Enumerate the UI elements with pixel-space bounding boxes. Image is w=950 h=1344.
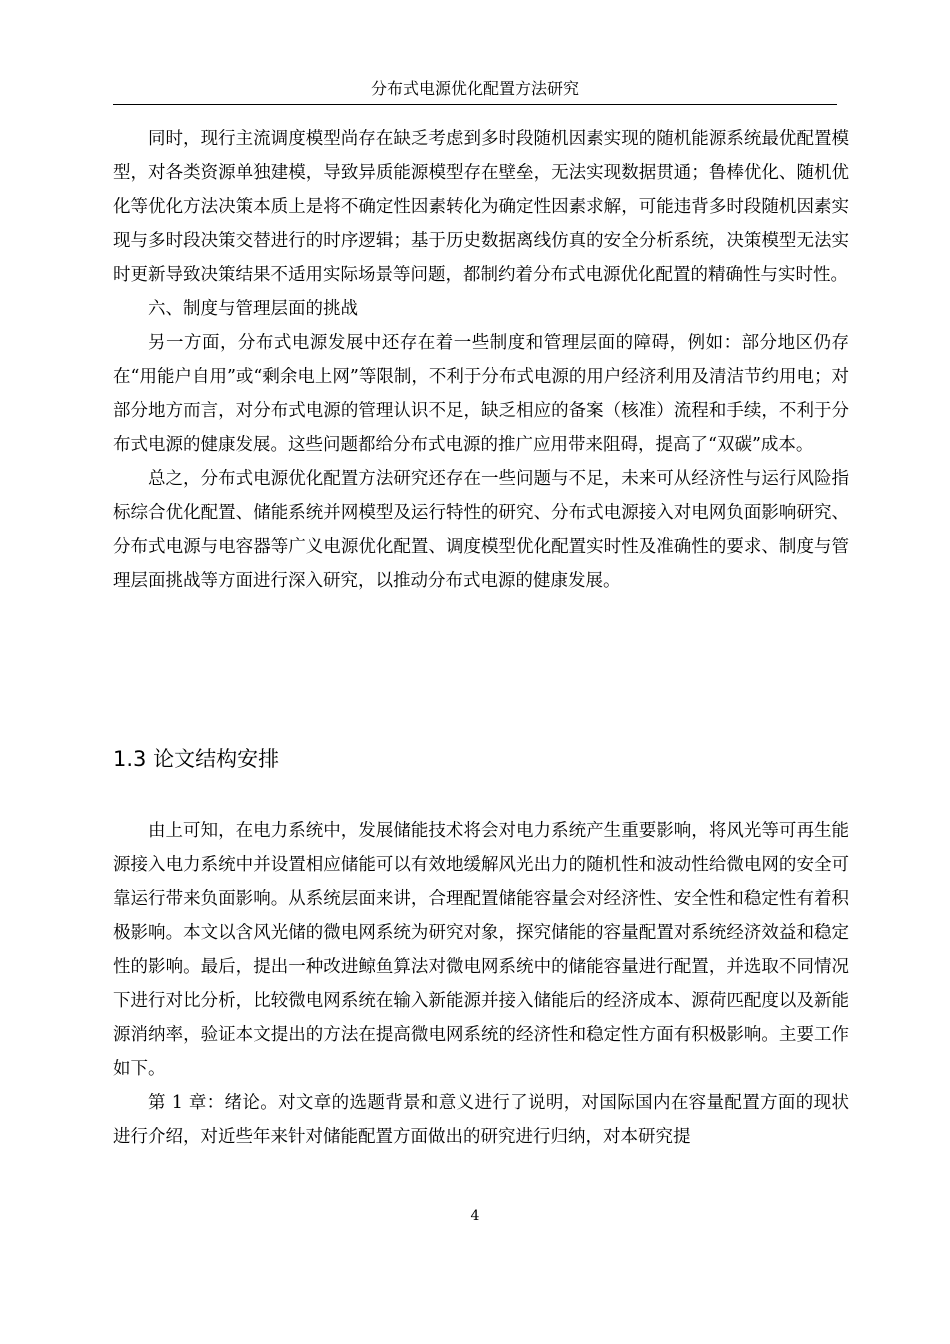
running-header-title: 分布式电源优化配置方法研究 xyxy=(370,79,579,98)
body-block-challenges xyxy=(113,122,849,598)
running-header xyxy=(113,78,837,105)
paragraph: 同时，现行主流调度模型尚存在缺乏考虑到多时段随机因素实现的随机能源系统最优配置模型，对各类资源单独建模，导致异质能源模型存在壁垒，无法实现数据贯通；鲁棒优化、随机优化等优化方法决策本质上是将不确定性因素转化为确定性因素求解，可能违背多时段随机因素实现与多时段决策交替进行的时序逻辑；基于历史数据离线仿真的安全分析系统，决策模型无法实时更新导致决策结果不适用实际场景等问题，都制约着分布式电源优化配置的精确性与实时性。 xyxy=(113,129,849,285)
subheading-institutional-challenges: 六、制度与管理层面的挑战 xyxy=(148,299,358,319)
paragraph: 第 1 章：绪论。对文章的选题背景和意义进行了说明，对国际国内在容量配置方面的现状进行介绍，对近些年来针对储能配置方面做出的研究进行归纳，对本研究提 xyxy=(113,1093,849,1147)
paragraph: 由上可知，在电力系统中，发展储能技术将会对电力系统产生重要影响，将风光等可再生能源接入电力系统中并设置相应储能可以有效地缓解风光出力的随机性和波动性给微电网的安全可靠运行带来负面影响。从系统层面来讲，合理配置储能容量会对经济性、安全性和稳定性有着积极影响。本文以含风光储的微电网系统为研究对象，探究储能的容量配置对系统经济效益和稳定性的影响。最后，提出一种改进鲸鱼算法对微电网系统中的储能容量进行配置，并选取不同情况下进行对比分析，比较微电网系统在输入新能源并接入储能后的经济成本、源荷匹配度以及新能源消纳率，验证本文提出的方法在提高微电网系统的经济性和稳定性方面有积极影响。主要工作如下。 xyxy=(113,821,849,1079)
page-number: 4 xyxy=(470,1208,480,1224)
body-block-structure xyxy=(113,814,849,1154)
section-heading: 1.3 论文结构安排 xyxy=(113,747,280,771)
paragraph: 另一方面，分布式电源发展中还存在着一些制度和管理层面的障碍，例如：部分地区仍存在“用能户自用”或“剩余电上网”等限制，不利于分布式电源的用户经济利用及清洁节约用电；对部分地方而言，对分布式电源的管理认识不足，缺乏相应的备案（核准）流程和手续，不利于分布式电源的健康发展。这些问题都给分布式电源的推广应用带来阻碍，提高了“双碳”成本。 xyxy=(113,333,849,455)
paragraph: 总之，分布式电源优化配置方法研究还存在一些问题与不足，未来可从经济性与运行风险指标综合优化配置、储能系统并网模型及运行特性的研究、分布式电源接入对电网负面影响研究、分布式电源与电容器等广义电源优化配置、调度模型优化配置实时性及准确性的要求、制度与管理层面挑战等方面进行深入研究，以推动分布式电源的健康发展。 xyxy=(113,469,849,591)
